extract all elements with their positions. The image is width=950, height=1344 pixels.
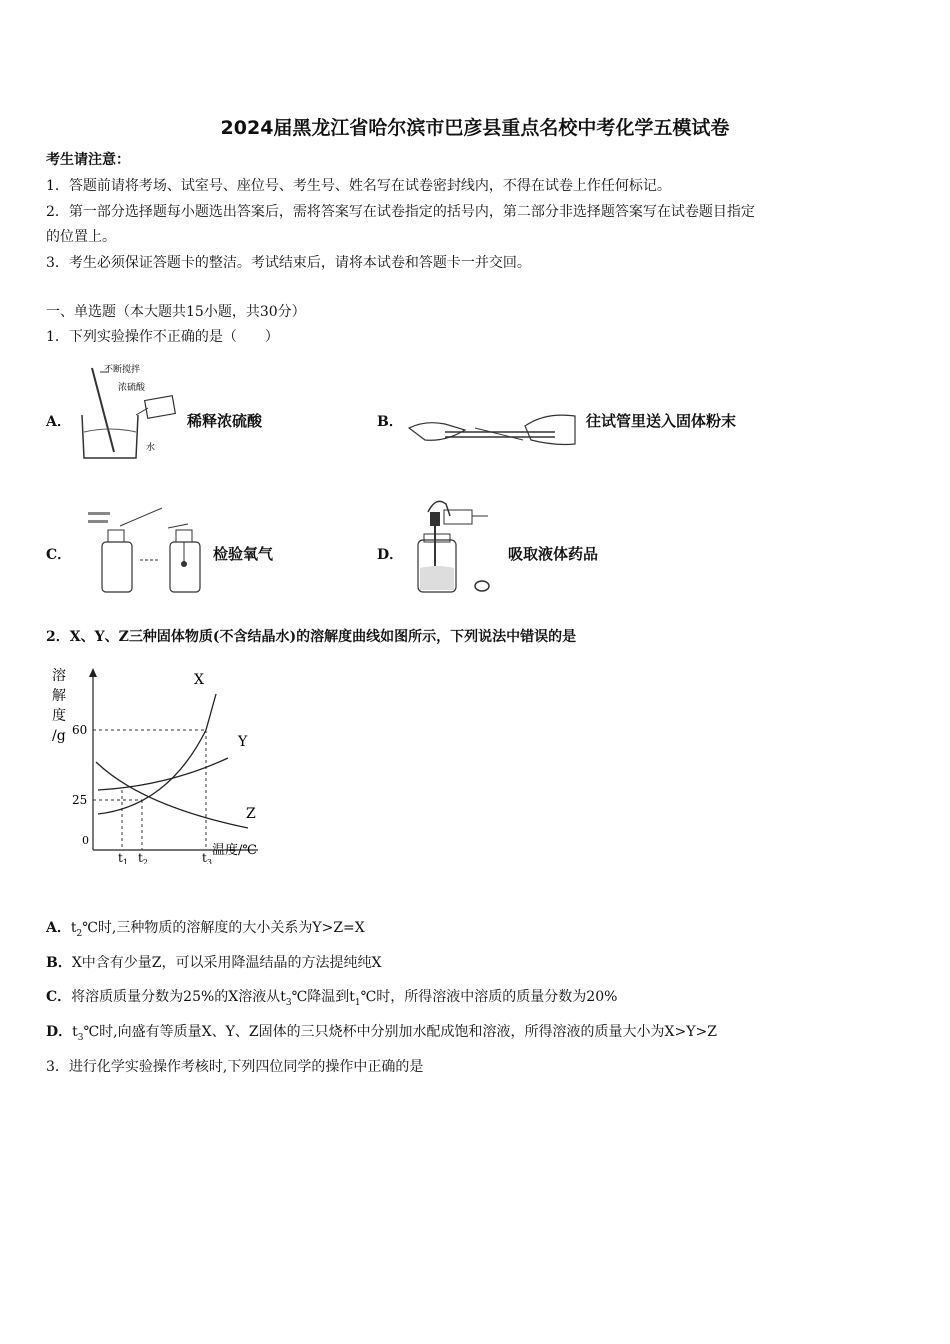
curve-z [96, 762, 248, 828]
figure-dilute-acid [74, 360, 189, 460]
q2-option-d-post: ℃时,向盛有等质量X、Y、Z固体的三只烧杯中分别加水配成饱和溶液，所得溶液的质量大小为X>Y>Z [83, 1024, 717, 1040]
x-tick-t2: $t_2$ [138, 851, 148, 864]
q2-option-a-letter: A． [46, 920, 71, 936]
notice-heading: 考生请注意： [46, 152, 130, 168]
q1-option-a-label: 稀释浓硫酸 [187, 412, 263, 430]
q1-option-a-letter: A． [46, 414, 71, 430]
q1-option-b-letter: B． [377, 414, 403, 430]
q1-option-b-label: 往试管里送入固体粉末 [586, 412, 737, 430]
y-label-2: 解 [52, 688, 66, 704]
q1-option-d-letter: D． [377, 547, 404, 563]
q2-option-a-text: ℃时,三种物质的溶解度的大小关系为Y>Z=X [82, 920, 365, 936]
q2-option-b [46, 953, 382, 973]
question-1-stem: 1．下列实验操作不正确的是（ ） [46, 329, 279, 345]
series-label-x: X [194, 672, 204, 688]
y-label-1: 溶 [52, 668, 66, 684]
x-tick-t3: $t_3$ [202, 851, 212, 864]
y-label-4: /g [52, 728, 66, 744]
q2-option-a [46, 918, 365, 944]
question-2-stem: 2．X、Y、Z三种固体物质(不含结晶水)的溶解度曲线如图所示，下列说法中错误的是 [46, 629, 577, 645]
notice-item-2-cont: 的位置上。 [46, 229, 116, 245]
notice-item-2: 2．第一部分选择题每小题选出答案后，需将答案写在试卷指定的括号内，第二部分非选择题答案写在试卷题目指定 [46, 204, 755, 220]
series-label-y: Y [238, 734, 248, 750]
q2-option-a-sub: 2 [76, 928, 83, 939]
figure-dropper [408, 494, 498, 604]
q2-option-a-pre: t [70, 920, 77, 936]
q1-option-c-letter: C． [46, 547, 72, 563]
fig-a-label-stir: 不断搅拌 [104, 365, 141, 375]
y-label-3: 度 [52, 708, 66, 724]
q2-option-d-pre: t [72, 1024, 78, 1040]
q2-option-d-letter: D． [46, 1024, 73, 1040]
origin-label: 0 [82, 834, 89, 847]
section-heading: 一、单选题（本大题共15小题，共30分） [46, 304, 306, 320]
q2-option-c-letter: C． [46, 989, 72, 1005]
x-tick-t1: $t_1$ [118, 851, 128, 864]
solubility-chart [48, 664, 278, 864]
fig-a-label-water: 水 [146, 443, 156, 453]
series-label-z: Z [246, 806, 256, 822]
page-title: 2024届黑龙江省哈尔滨市巴彦县重点名校中考化学五模试卷 [220, 117, 730, 139]
q2-option-c-sub: 3 [285, 997, 292, 1008]
q2-option-c-post: ℃时，所得溶液中溶质的质量分数为20% [360, 989, 618, 1005]
q1-option-c-label: 检验氧气 [213, 545, 274, 563]
q2-option-d [46, 1022, 717, 1048]
fig-a-label-acid: 浓硫酸 [118, 383, 146, 393]
q2-option-c-mid: ℃降温到t [291, 989, 355, 1005]
q2-option-c [46, 987, 617, 1013]
x-axis-label: 温度/℃ [212, 843, 257, 858]
curve-y [98, 758, 228, 790]
q2-option-c-sub2: 1 [354, 997, 361, 1008]
curve-x [98, 694, 216, 814]
q2-option-c-pre: 将溶质质量分数为25%的X溶液从t [71, 989, 286, 1005]
notice-item-1: 1．答题前请将考场、试室号、座位号、考生号、姓名写在试卷密封线内，不得在试卷上作任何标记。 [46, 178, 671, 194]
q2-option-b-letter: B． [46, 955, 72, 971]
q1-option-d-label: 吸取液体药品 [508, 545, 599, 563]
y-axis-arrow [89, 668, 97, 677]
notice-item-3: 3．考生必须保证答题卡的整洁。考试结束后，请将本试卷和答题卡一并交回。 [46, 255, 531, 271]
figure-test-oxygen [80, 500, 210, 600]
y-tick-60: 60 [72, 723, 88, 737]
y-tick-25: 25 [72, 793, 88, 807]
q2-option-b-text: X中含有少量Z，可以采用降温结晶的方法提纯纯X [71, 955, 382, 971]
q2-option-d-sub: 3 [77, 1032, 84, 1043]
figure-test-tube-powder [405, 402, 580, 457]
question-3-stem: 3．进行化学实验操作考核时,下列四位同学的操作中正确的是 [46, 1059, 424, 1075]
